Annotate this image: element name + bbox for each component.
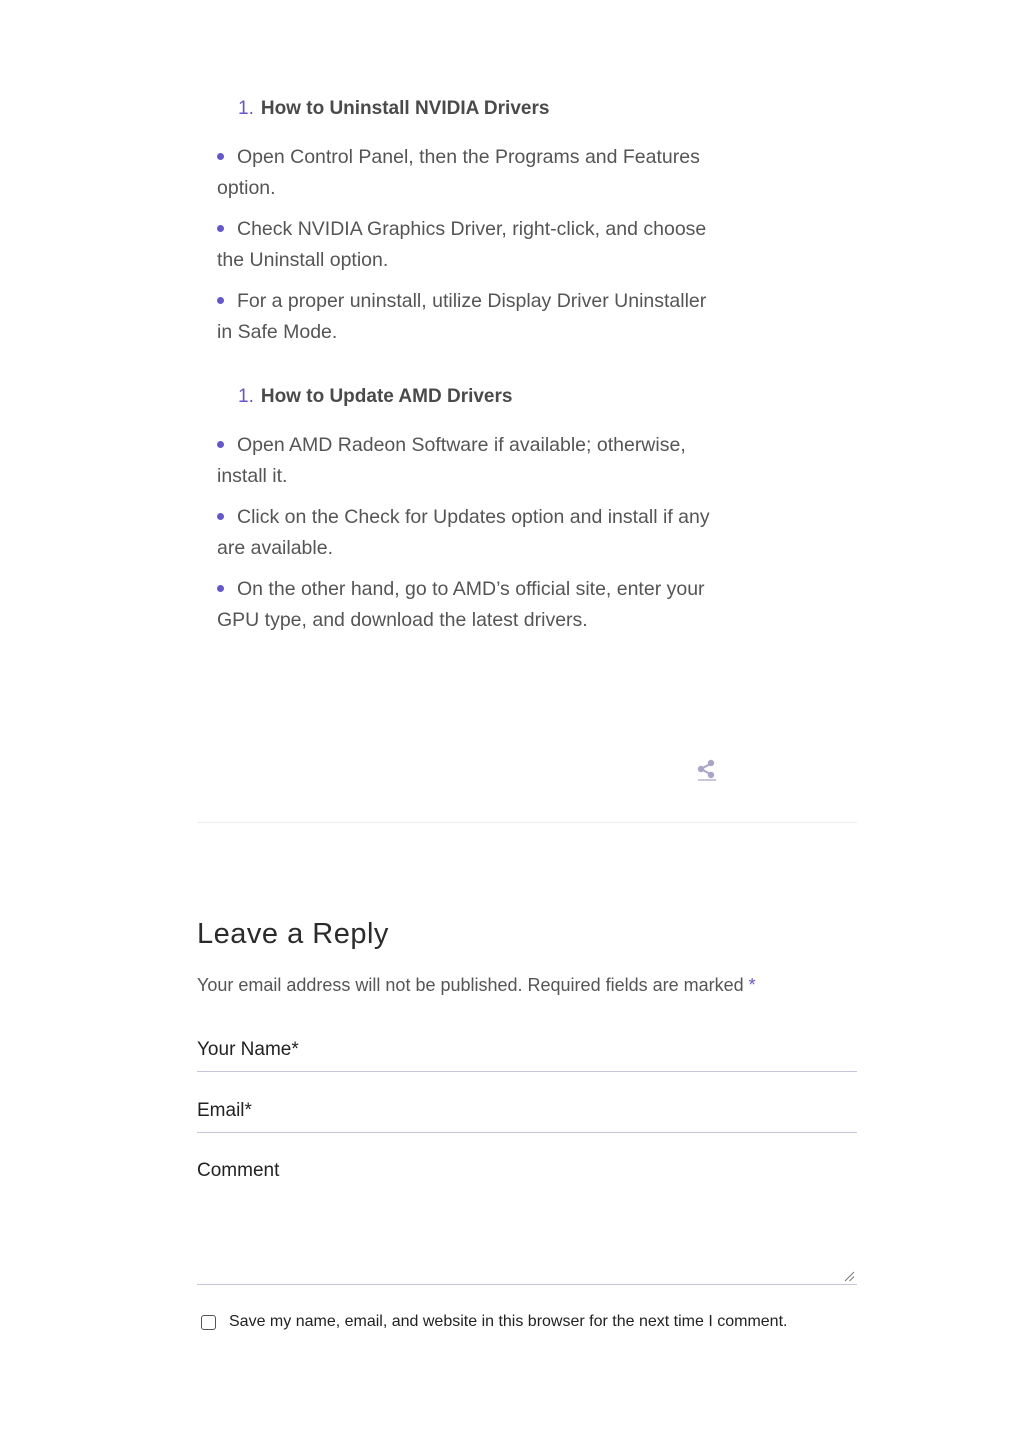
comment-field[interactable] — [197, 1152, 857, 1283]
reply-title: Leave a Reply — [197, 918, 389, 950]
list-item-text: Check NVIDIA Graphics Driver, right-click, and choose the Uninstall option. — [217, 218, 707, 271]
nvidia-steps-list — [217, 142, 717, 348]
amd-steps-list — [217, 430, 717, 636]
name-field-wrapper — [197, 1030, 857, 1072]
share-button[interactable] — [697, 759, 717, 781]
comment-notes-text: Your email address will not be published. Required fields are marked — [197, 975, 744, 995]
save-info-checkbox[interactable] — [201, 1315, 216, 1330]
divider — [197, 822, 857, 823]
list-item — [217, 502, 717, 564]
bullet-dot-icon — [217, 297, 224, 304]
list-item — [217, 574, 717, 636]
bullet-dot-icon — [217, 585, 224, 592]
list-item — [217, 214, 717, 276]
list-item — [217, 430, 717, 492]
list-item-text: Open AMD Radeon Software if available; otherwise, install it. — [217, 434, 686, 487]
list-number: 1. — [238, 98, 254, 119]
list-number: 1. — [238, 386, 254, 407]
email-field[interactable] — [197, 1091, 857, 1131]
bullet-dot-icon — [217, 225, 224, 232]
article-content — [217, 92, 717, 646]
save-info-row — [197, 1311, 857, 1333]
email-field-wrapper — [197, 1091, 857, 1133]
section-heading-nvidia — [238, 92, 717, 126]
name-field[interactable] — [197, 1030, 857, 1070]
section-heading-text: How to Uninstall NVIDIA Drivers — [260, 98, 550, 119]
required-mark: * — [748, 975, 756, 995]
section-heading-text: How to Update AMD Drivers — [260, 386, 513, 407]
bullet-dot-icon — [217, 441, 224, 448]
list-item-text: Click on the Check for Updates option and install if any are available. — [217, 506, 710, 559]
save-info-label[interactable]: Save my name, email, and website in this browser for the next time I comment. — [229, 1313, 788, 1330]
comment-form — [197, 912, 857, 1333]
bullet-dot-icon — [217, 153, 224, 160]
comment-field-wrapper — [197, 1152, 857, 1285]
list-item-text: For a proper uninstall, utilize Display Driver Uninstaller in Safe Mode. — [217, 290, 707, 343]
comment-notes — [197, 972, 857, 998]
resize-handle-icon[interactable] — [844, 1271, 855, 1282]
list-item-text: Open Control Panel, then the Programs and Features option. — [217, 146, 700, 199]
share-icon — [697, 759, 717, 781]
bullet-dot-icon — [217, 513, 224, 520]
list-item — [217, 142, 717, 204]
section-heading-amd — [238, 380, 717, 414]
list-item — [217, 286, 717, 348]
list-item-text: On the other hand, go to AMD’s official site, enter your GPU type, and download the latest drivers. — [217, 578, 705, 631]
